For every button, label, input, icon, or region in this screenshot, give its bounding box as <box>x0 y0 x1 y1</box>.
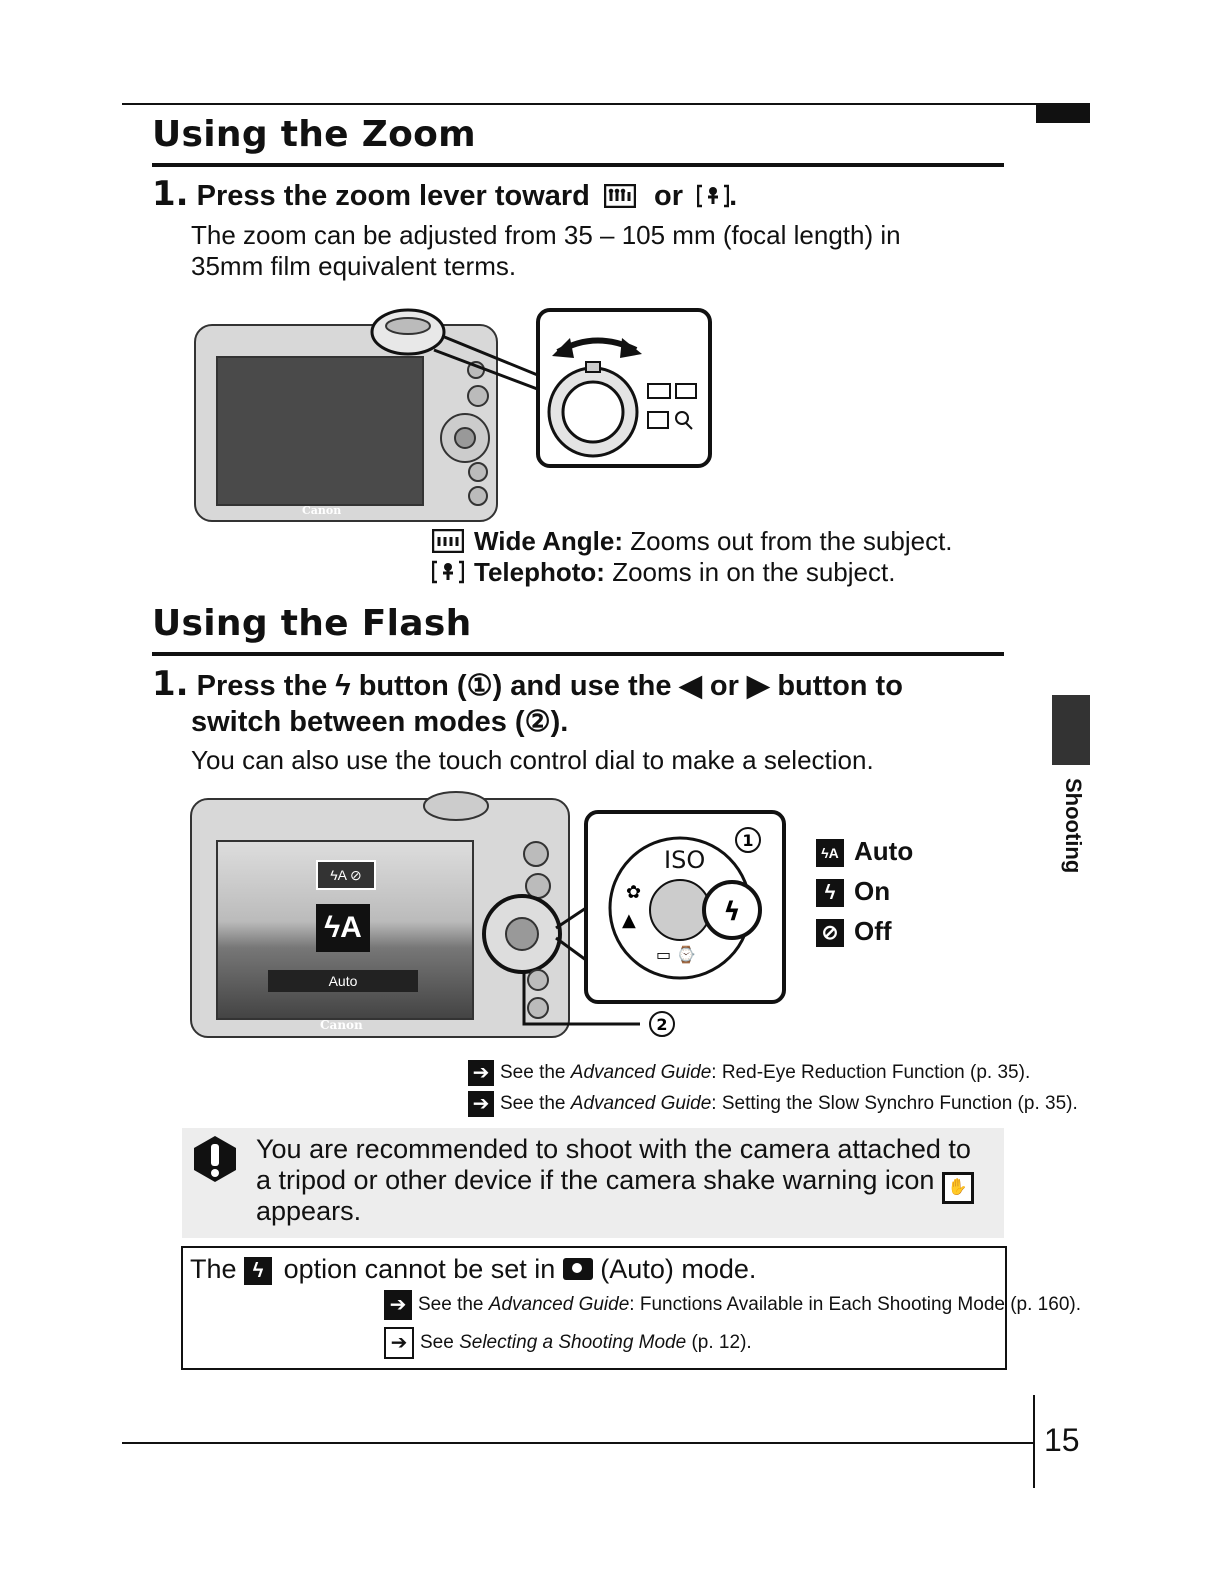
circle-1-label: ① <box>466 670 493 702</box>
zoom-lever-detail <box>190 300 720 530</box>
telephoto-icon <box>697 184 729 208</box>
zoom-step-or: or <box>654 180 684 212</box>
circle-2-label: ② <box>524 706 551 738</box>
info-ref-2 <box>384 1327 752 1359</box>
zoom-step-number: 1. <box>152 174 189 214</box>
flash-bolt-icon: ϟ <box>335 670 351 702</box>
zoom-description-line2: 35mm film equivalent terms. <box>191 251 517 281</box>
info-ref-1 <box>384 1290 1081 1320</box>
flash-step-line2-end: ). <box>550 706 569 738</box>
info-text-b: option cannot be set in <box>283 1254 556 1284</box>
flash-camera-illustration <box>186 788 796 1048</box>
svg-text:1: 1 <box>742 831 754 850</box>
ref-post: : Functions Available in Each Shooting Mode (p. 160). <box>629 1294 1081 1316</box>
ref-pre: See the <box>418 1294 489 1316</box>
page-number: 15 <box>1044 1422 1080 1458</box>
camera-brand: Canon <box>320 1018 363 1032</box>
wide-angle-text: Zooms out from the subject. <box>630 526 953 556</box>
flash-step-1-line2 <box>191 704 568 740</box>
wide-angle-icon <box>604 184 636 208</box>
wide-angle-legend <box>432 526 953 557</box>
flash-on-icon: ϟ <box>244 1257 272 1285</box>
reference-arrow-icon: ➔ <box>384 1290 412 1320</box>
ref-post: : Red-Eye Reduction Function (p. 35). <box>711 1062 1031 1084</box>
flash-mode-on-label: On <box>854 876 891 906</box>
wide-angle-icon <box>432 529 464 553</box>
flash-step-text-b: button ( <box>358 670 467 702</box>
flash-mode-off <box>816 916 913 956</box>
info-text-a: The <box>190 1254 237 1284</box>
zoom-step-end: . <box>729 180 738 212</box>
telephoto-legend <box>432 557 895 588</box>
side-tab-label: Shooting <box>1061 778 1086 874</box>
flash-mode-off-label: Off <box>854 916 892 946</box>
ref-guide: Advanced Guide <box>570 1062 712 1084</box>
top-rule <box>122 103 1090 105</box>
dial-iso-label: ISO <box>664 846 706 874</box>
caution-line2 <box>256 1165 974 1204</box>
flash-ref-1 <box>468 1060 1030 1086</box>
ref-pre: See <box>420 1332 460 1354</box>
flash-description: You can also use the touch control dial to make a selection. <box>191 745 874 775</box>
flash-step-line2: switch between modes ( <box>191 706 525 738</box>
reference-arrow-outline-icon: ➔ <box>384 1327 414 1359</box>
caution-line1: You are recommended to shoot with the camera attached to <box>256 1134 971 1164</box>
flash-auto-icon: ϟA <box>816 839 844 867</box>
ref-post: : Setting the Slow Synchro Function (p. 35). <box>711 1093 1078 1115</box>
page-number-divider <box>1033 1395 1035 1488</box>
telephoto-label: Telephoto: <box>474 557 605 587</box>
zoom-description-line1: The zoom can be adjusted from 35 – 105 mm (focal length) in <box>191 220 901 250</box>
svg-text:✿: ✿ <box>626 882 642 903</box>
caution-line3: appears. <box>256 1196 362 1226</box>
flash-screen-badge: ϟA ⊘ <box>316 860 376 890</box>
svg-text:ϟ: ϟ <box>723 897 741 927</box>
reference-arrow-icon: ➔ <box>468 1091 494 1117</box>
ref-guide: Advanced Guide <box>570 1093 712 1115</box>
flash-section-title: Using the Flash <box>152 603 472 644</box>
flash-ref-2 <box>468 1091 1078 1117</box>
right-arrow-icon: ▶ <box>746 670 770 702</box>
flash-step-number: 1. <box>152 664 189 704</box>
caution-line2-text: a tripod or other device if the camera shake warning icon <box>256 1165 935 1195</box>
zoom-step-text: Press the zoom lever toward <box>196 180 590 212</box>
bottom-rule <box>122 1442 1034 1444</box>
ref-pre: See the <box>500 1062 571 1084</box>
flash-title-rule <box>152 652 1004 656</box>
telephoto-icon <box>432 560 464 584</box>
flash-screen-auto-icon: ϟA <box>316 904 370 952</box>
flash-on-icon: ϟ <box>816 879 844 907</box>
flash-step-text-d: or <box>709 670 739 702</box>
left-arrow-icon: ◀ <box>679 670 702 702</box>
svg-text:2: 2 <box>656 1015 668 1034</box>
zoom-title-rule <box>152 163 1004 167</box>
wide-angle-label: Wide Angle: <box>474 526 624 556</box>
zoom-camera-illustration <box>190 300 720 530</box>
side-tab-block <box>1052 695 1090 765</box>
info-box-text <box>190 1254 756 1285</box>
flash-modes-list <box>816 836 913 956</box>
ref-guide: Advanced Guide <box>488 1294 630 1316</box>
corner-tab <box>1036 103 1090 123</box>
flash-mode-on <box>816 876 913 916</box>
telephoto-text: Zooms in on the subject. <box>612 557 896 587</box>
flash-off-icon: ⊘ <box>816 919 844 947</box>
caution-icon <box>190 1134 240 1184</box>
flash-screen-label: Auto <box>268 970 418 992</box>
reference-arrow-icon: ➔ <box>468 1060 494 1086</box>
ref-pre: See the <box>500 1093 571 1115</box>
flash-step-text-a: Press the <box>196 670 328 702</box>
svg-text:▭ ⌚: ▭ ⌚ <box>656 945 697 964</box>
flash-dial-detail <box>186 788 796 1048</box>
ref-guide: Selecting a Shooting Mode <box>459 1332 687 1354</box>
svg-text:▲: ▲ <box>622 910 636 931</box>
flash-mode-auto-label: Auto <box>854 836 914 866</box>
camera-brand: Canon <box>302 504 342 517</box>
zoom-step-1 <box>152 176 737 214</box>
ref-post: (p. 12). <box>686 1332 752 1354</box>
flash-mode-auto <box>816 836 913 876</box>
camera-shake-icon: ✋ <box>942 1172 974 1204</box>
flash-step-text-e: button to <box>777 670 903 702</box>
info-text-c: (Auto) mode. <box>600 1254 757 1284</box>
flash-step-1-line1 <box>152 666 903 704</box>
auto-mode-camera-icon <box>563 1258 593 1280</box>
flash-step-text-c: ) and use the <box>492 670 672 702</box>
zoom-section-title: Using the Zoom <box>152 114 476 155</box>
